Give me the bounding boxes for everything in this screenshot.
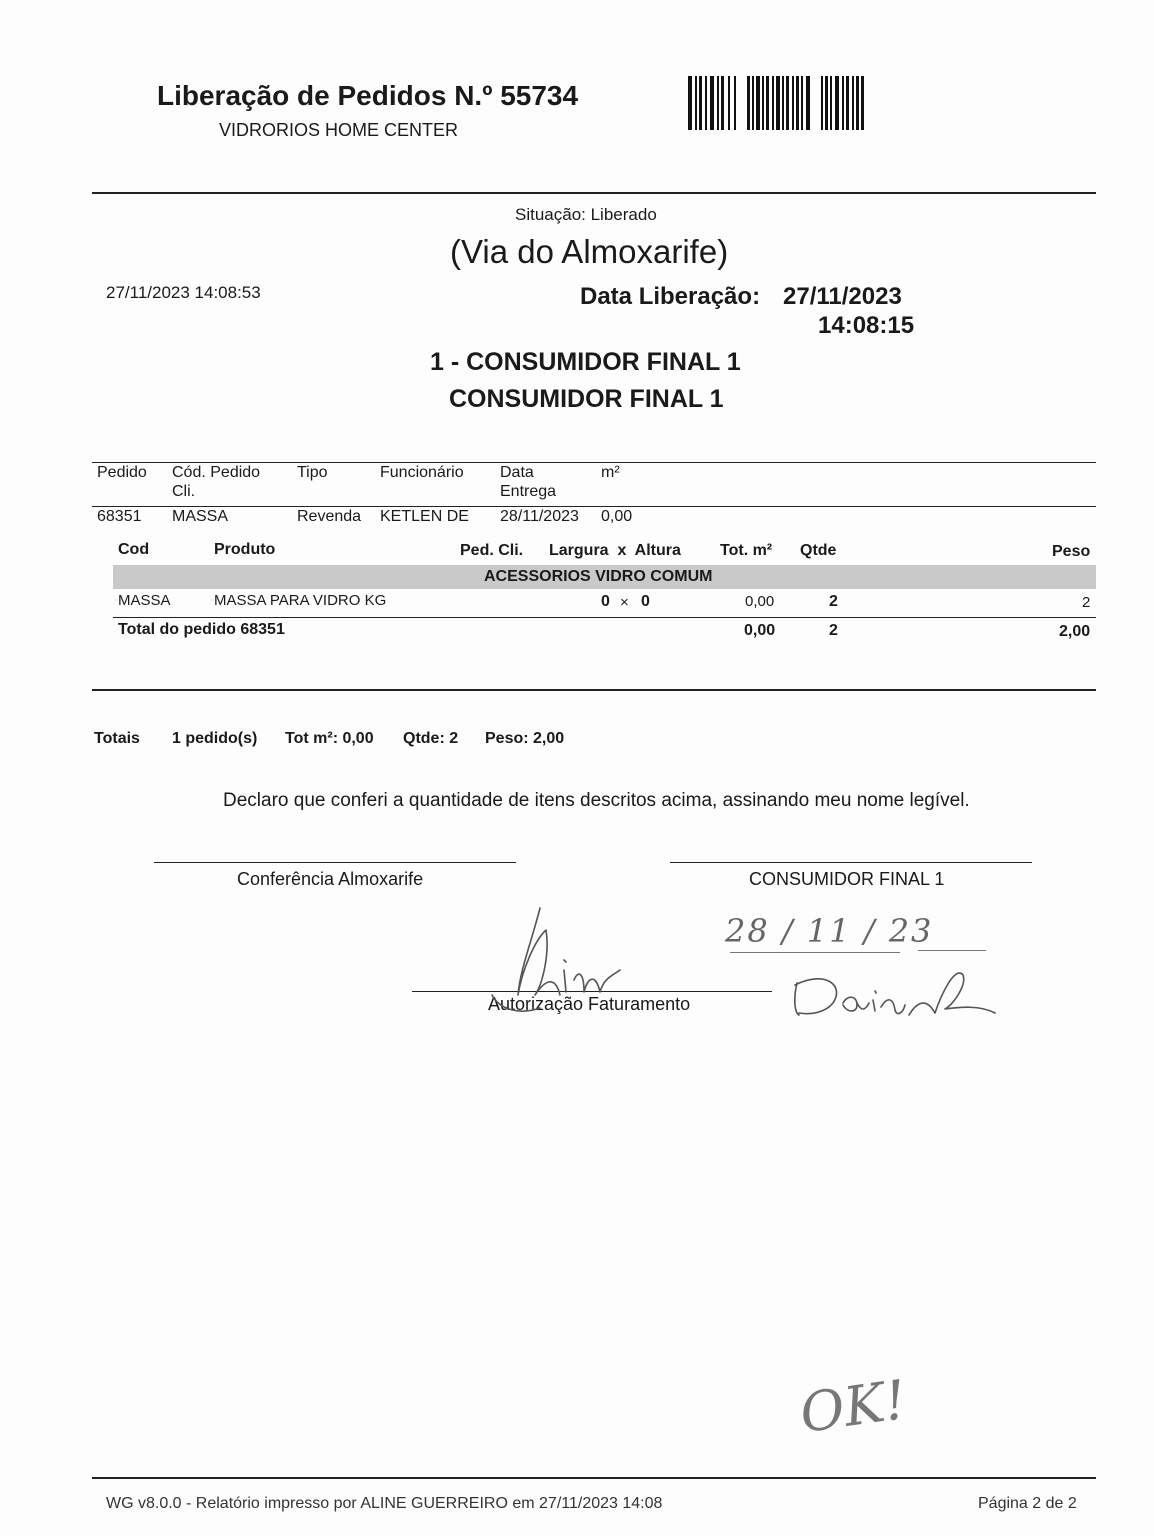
col-funcionario: Funcionário (380, 464, 464, 481)
order-total-label: Total do pedido 68351 (118, 621, 285, 638)
item-peso: 2 (1082, 594, 1091, 611)
order-table-top-rule (92, 462, 1096, 463)
totals-m2: Tot m²: 0,00 (285, 730, 374, 747)
item-cod: MASSA (118, 592, 171, 609)
handwritten-signature-daniel (785, 955, 1000, 1025)
via-label: (Via do Almoxarife) (450, 233, 729, 270)
handwritten-signature-aline (480, 900, 650, 1020)
signature-line-conferencia (154, 862, 516, 863)
footer-divider (92, 1477, 1096, 1479)
col-qtde: Qtde (800, 542, 837, 559)
data-liberacao-time: 14:08:15 (818, 312, 915, 339)
group-label: ACESSORIOS VIDRO COMUM (484, 568, 713, 585)
data-liberacao-label: Data Liberação: (580, 283, 761, 310)
cell-m2: 0,00 (601, 508, 633, 525)
handwritten-date: 28 / 11 / 23 (725, 912, 934, 950)
signature-label-cliente: CONSUMIDOR FINAL 1 (749, 869, 945, 889)
col-produto: Produto (214, 541, 276, 558)
handwritten-date-underline (730, 952, 900, 953)
totals-qtde: Qtde: 2 (403, 730, 459, 747)
table-bottom-divider (92, 689, 1096, 691)
col-cod-pedido-cli: Cli. (172, 483, 196, 500)
header-divider (92, 192, 1096, 194)
item-largura: 0 (601, 593, 610, 610)
data-liberacao-date: 27/11/2023 (783, 283, 902, 310)
signature-label-autorizacao: Autorização Faturamento (488, 994, 691, 1014)
col-ped-cli: Ped. Cli. (460, 542, 524, 559)
col-pedido: Pedido (97, 464, 147, 481)
col-m2: m² (601, 464, 620, 481)
order-table-mid-rule (92, 506, 1096, 507)
item-tot-m2: 0,00 (745, 593, 775, 610)
handwritten-time-blank (918, 950, 986, 951)
company-name: VIDRORIOS HOME CENTER (219, 120, 459, 140)
col-largura-altura: Largura x Altura (549, 542, 681, 559)
col-data-entrega: Entrega (500, 483, 557, 500)
client-line-2: CONSUMIDOR FINAL 1 (449, 385, 724, 413)
document-title: Liberação de Pedidos N.º 55734 (157, 80, 579, 111)
item-x-separator: × (620, 594, 629, 611)
client-line-1: 1 - CONSUMIDOR FINAL 1 (430, 348, 741, 376)
order-total-m2: 0,00 (744, 622, 776, 639)
printed-timestamp: 27/11/2023 14:08:53 (106, 283, 261, 302)
footer-printed-by: WG v8.0.0 - Relatório impresso por ALINE GUERREIRO em 27/11/2023 14:08 (106, 1495, 663, 1512)
cell-funcionario: KETLEN DE (380, 508, 469, 525)
totals-label: Totais (94, 730, 140, 747)
col-peso: Peso (1052, 543, 1091, 560)
cell-data-entrega: 28/11/2023 (500, 508, 579, 525)
footer-page-number: Página 2 de 2 (978, 1495, 1077, 1512)
col-cod: Cod (118, 541, 150, 558)
totals-pedidos: 1 pedido(s) (172, 730, 258, 747)
item-altura: 0 (641, 593, 650, 610)
order-total-qtde: 2 (829, 622, 838, 639)
cell-pedido: 68351 (97, 508, 142, 525)
cell-tipo: Revenda (297, 508, 362, 525)
item-qtde: 2 (829, 593, 838, 610)
declaration-text: Declaro que conferi a quantidade de itens descritos acima, assinando meu nome legível. (223, 790, 970, 811)
barcode-image (688, 76, 864, 130)
order-total-peso: 2,00 (1059, 623, 1091, 640)
item-produto: MASSA PARA VIDRO KG (214, 592, 387, 609)
status-situacao: Situação: Liberado (515, 205, 657, 224)
total-rule (113, 617, 1096, 618)
handwritten-ok-note: OK! (796, 1367, 911, 1446)
totals-peso: Peso: 2,00 (485, 730, 565, 747)
cell-cod-pedido: MASSA (172, 508, 229, 525)
col-cod-pedido: Cód. Pedido (172, 464, 261, 481)
signature-label-conferencia: Conferência Almoxarife (237, 869, 424, 889)
signature-line-cliente (670, 862, 1032, 863)
col-data: Data (500, 464, 534, 481)
col-tot-m2: Tot. m² (720, 542, 773, 559)
col-tipo: Tipo (297, 464, 328, 481)
